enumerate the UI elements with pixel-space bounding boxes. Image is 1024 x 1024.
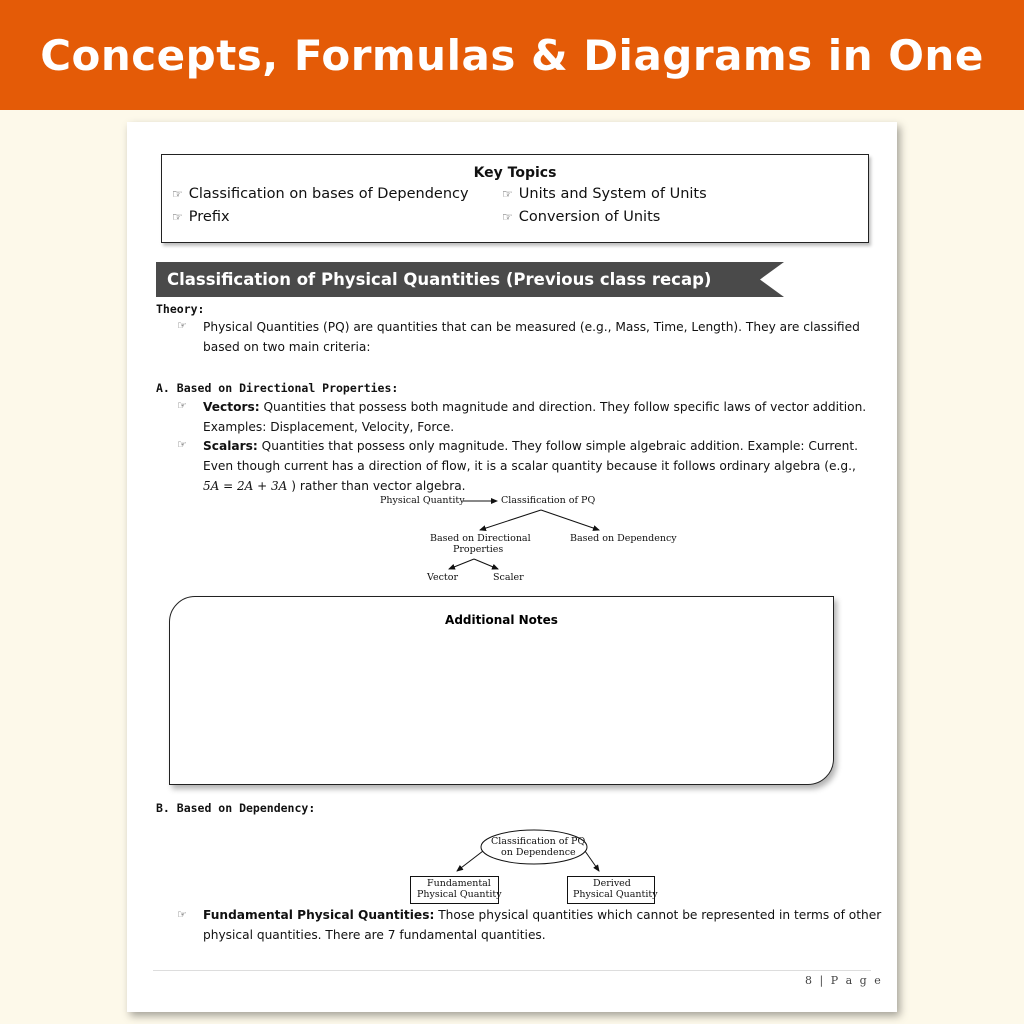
part-b-heading: B. Based on Dependency: [156,801,316,815]
key-topic-item: ☞ Conversion of Units [502,209,661,225]
additional-notes-title: Additional Notes [445,613,558,627]
theory-label: Theory: [156,302,205,316]
diagram-derived-2: Physical Quantity [573,889,658,900]
pointing-hand-icon: ☞ [177,908,187,921]
diagram-directional-2: Properties [453,544,504,555]
diagram-classification-pq: Classification of PQ [501,495,596,506]
scalars-line-3: 5A = 2A + 3A ) rather than vector algebra. [203,479,466,493]
pointing-hand-icon: ☞ [177,319,187,332]
theory-line-1: Physical Quantities (PQ) are quantities that can be measured (e.g., Mass, Time, Length). They are classified [203,320,860,334]
pointing-hand-icon: ☞ [502,187,513,201]
section-header [156,262,786,297]
diagram-dependency: Based on Dependency [570,533,677,544]
section-title: Classification of Physical Quantities (Previous class recap) [167,270,712,289]
page-number: 8 | P a g e [805,974,883,987]
fundamental-line-1: Fundamental Physical Quantities: Those physical quantities which cannot be represented in terms of other [203,908,882,922]
diagram-fundamental-1: Fundamental [427,878,491,889]
scalar-equation: 5A = 2A + 3A [203,479,288,493]
document-page [127,122,897,1012]
diagram-directional-1: Based on Directional [430,533,531,544]
diagram-physical-quantity: Physical Quantity [380,495,465,506]
diagram-fundamental-2: Physical Quantity [417,889,502,900]
scalars-line-1: Scalars: Quantities that possess only magnitude. They follow simple algebraic addition. Example: Current. [203,439,858,453]
footer-divider [153,970,871,971]
diagram-derived-1: Derived [593,878,631,889]
vectors-line-2: Examples: Displacement, Velocity, Force. [203,420,455,434]
pointing-hand-icon: ☞ [177,438,187,451]
key-topics-title: Key Topics [473,165,557,181]
key-topics-box [161,154,869,243]
diagram-vector: Vector [427,572,459,583]
fundamental-line-2: physical quantities. There are 7 fundamental quantities. [203,928,546,942]
key-topic-item: ☞ Classification on bases of Dependency [172,186,469,202]
pointing-hand-icon: ☞ [502,210,513,224]
pointing-hand-icon: ☞ [177,399,187,412]
diagram-root-line-2: on Dependence [501,847,576,858]
banner [0,0,1024,110]
diagram-scaler: Scaler [493,572,524,583]
diagram-root-line-1: Classification of PQ [491,836,586,847]
scalars-line-2: Even though current has a direction of flow, it is a scalar quantity because it follows ordinary algebra (e.g., [203,459,856,473]
pointing-hand-icon: ☞ [172,210,183,224]
pointing-hand-icon: ☞ [172,187,183,201]
key-topic-item: ☞ Prefix [172,209,230,225]
banner-title: Concepts, Formulas & Diagrams in One [40,30,984,80]
part-a-heading: A. Based on Directional Properties: [156,381,399,395]
vectors-line-1: Vectors: Quantities that possess both magnitude and direction. They follow specific laws of vector addition. [203,400,867,414]
theory-line-2: based on two main criteria: [203,340,371,354]
additional-notes-box [169,596,834,785]
key-topic-item: ☞ Units and System of Units [502,186,707,202]
